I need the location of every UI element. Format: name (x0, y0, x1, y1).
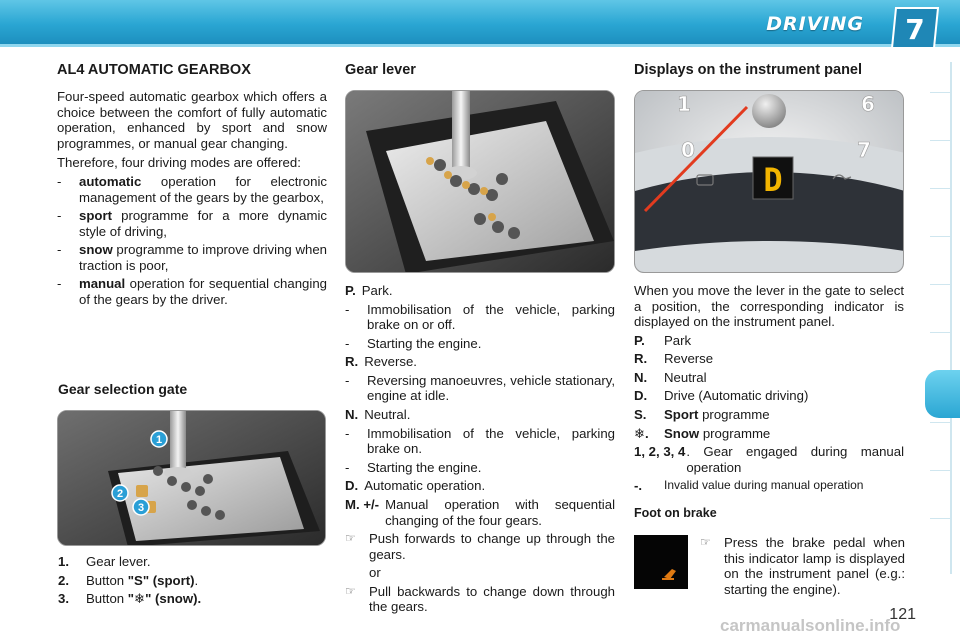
watermark: carmanualsonline.info (720, 616, 901, 635)
list-item: - manual operation for sequential changing of the gears by the driver. (57, 276, 327, 308)
list-item: -. Invalid value during manual operation (634, 478, 864, 494)
list-item: ☞ Pull backwards to change down through the gears. (345, 583, 615, 615)
list-item: 3. Button "❄" (snow). (58, 591, 202, 607)
brake-note (700, 535, 905, 597)
list-item: or (369, 565, 381, 581)
list-item: - automatic operation for electronic management of the gears by the gearbox, (57, 174, 327, 205)
list-item: P. Park. (345, 283, 393, 298)
foot-on-brake-icon (634, 535, 688, 589)
gauge-number: 0 (681, 138, 695, 162)
hand-pointer-icon: ☞ (700, 535, 711, 549)
list-item: N. Neutral. (345, 407, 411, 423)
gate-title: Gear selection gate (58, 381, 188, 397)
svg-text:2: 2 (116, 488, 124, 500)
gearbox-title: AL4 AUTOMATIC GEARBOX (57, 62, 251, 78)
list-item: D. Automatic operation. (345, 478, 486, 494)
instrument-panel-image (634, 90, 904, 273)
list-item: ☞ Press the brake pedal when this indicator lamp is displayed on the instrument panel (e.g.: starting the engine). (700, 535, 905, 597)
list-item: 1, 2, 3, 4 . Gear engaged during manual operation (634, 444, 904, 475)
list-item: - Immobilisation of the vehicle, parking brake on or off. (345, 301, 615, 333)
list-item: ❄. Snow programme (634, 425, 771, 441)
list-item: - Immobilisation of the vehicle, parking brake on. (345, 425, 615, 457)
callout-2 (111, 484, 129, 502)
displays-title: Displays on the instrument panel (634, 62, 863, 78)
section-title: DRIVING (766, 13, 864, 35)
hand-pointer-icon: ☞ (345, 531, 356, 546)
gear-lever-title: Gear lever (345, 62, 416, 78)
list-item: - Starting the engine. (345, 335, 482, 351)
svg-text:1: 1 (155, 434, 163, 446)
list-item: ☞ Push forwards to change up through the gears. (345, 531, 615, 562)
callout-3 (132, 498, 150, 516)
page-number: 121 (889, 606, 916, 623)
list-item: - sport programme for a more dynamic style of driving, (57, 208, 327, 239)
list-item: 1. Gear lever. (58, 554, 151, 569)
display-intro: When you move the lever in the gate to select a position, the corresponding indicator is displayed on the instrument panel. (634, 283, 904, 330)
list-item: - Reversing manoeuvres, vehicle stationary, engine at idle. (345, 372, 615, 404)
chapter-tab-strip (928, 62, 952, 574)
gauge-number: 6 (861, 92, 875, 116)
list-item: N. Neutral (634, 369, 707, 385)
brake-indicator-lamp (634, 535, 688, 589)
list-item: R. Reverse (634, 351, 714, 367)
header-stripe (0, 44, 960, 47)
list-item: R. Reverse. (345, 354, 417, 370)
gauge-number: 1 (677, 92, 691, 116)
gearbox-intro: Four-speed automatic gearbox which offers a choice between the comfort of fully automatic operation, enhanced by sport and snow programmes, or manual gear changing. (57, 89, 327, 151)
snowflake-icon: ❄. (634, 425, 649, 441)
hand-pointer-icon: ☞ (345, 583, 356, 598)
list-item: D. Drive (Automatic driving) (634, 388, 809, 404)
gearbox-intro-modes: Therefore, four driving modes are offered: (57, 155, 301, 171)
callout-1 (150, 430, 168, 448)
gauge-number: 7 (857, 138, 871, 162)
list-item: - Starting the engine. (345, 459, 482, 475)
brake-title: Foot on brake (634, 506, 717, 520)
list-item: 2. Button "S" (sport). (58, 572, 199, 588)
modes-list (57, 174, 327, 308)
list-item: - snow programme to improve driving when traction is poor, (57, 242, 327, 273)
svg-text:3: 3 (137, 502, 145, 514)
chapter-badge (890, 6, 940, 50)
page-header (0, 0, 960, 50)
active-chapter-tab[interactable] (925, 370, 960, 418)
display-descriptions (634, 283, 904, 494)
gear-lever-entries (345, 283, 615, 615)
chapter-number: 7 (905, 13, 925, 46)
left-column (57, 62, 327, 308)
gear-gate-image (57, 410, 326, 546)
gear-lever-image (345, 90, 615, 273)
gate-items-list (58, 554, 328, 607)
list-item: S. Sport programme (634, 407, 770, 423)
list-item: M. +/- Manual operation with sequential changing of the four gears. (345, 496, 615, 528)
gear-display-letter: D (763, 161, 783, 199)
list-item: P. Park (634, 332, 692, 348)
